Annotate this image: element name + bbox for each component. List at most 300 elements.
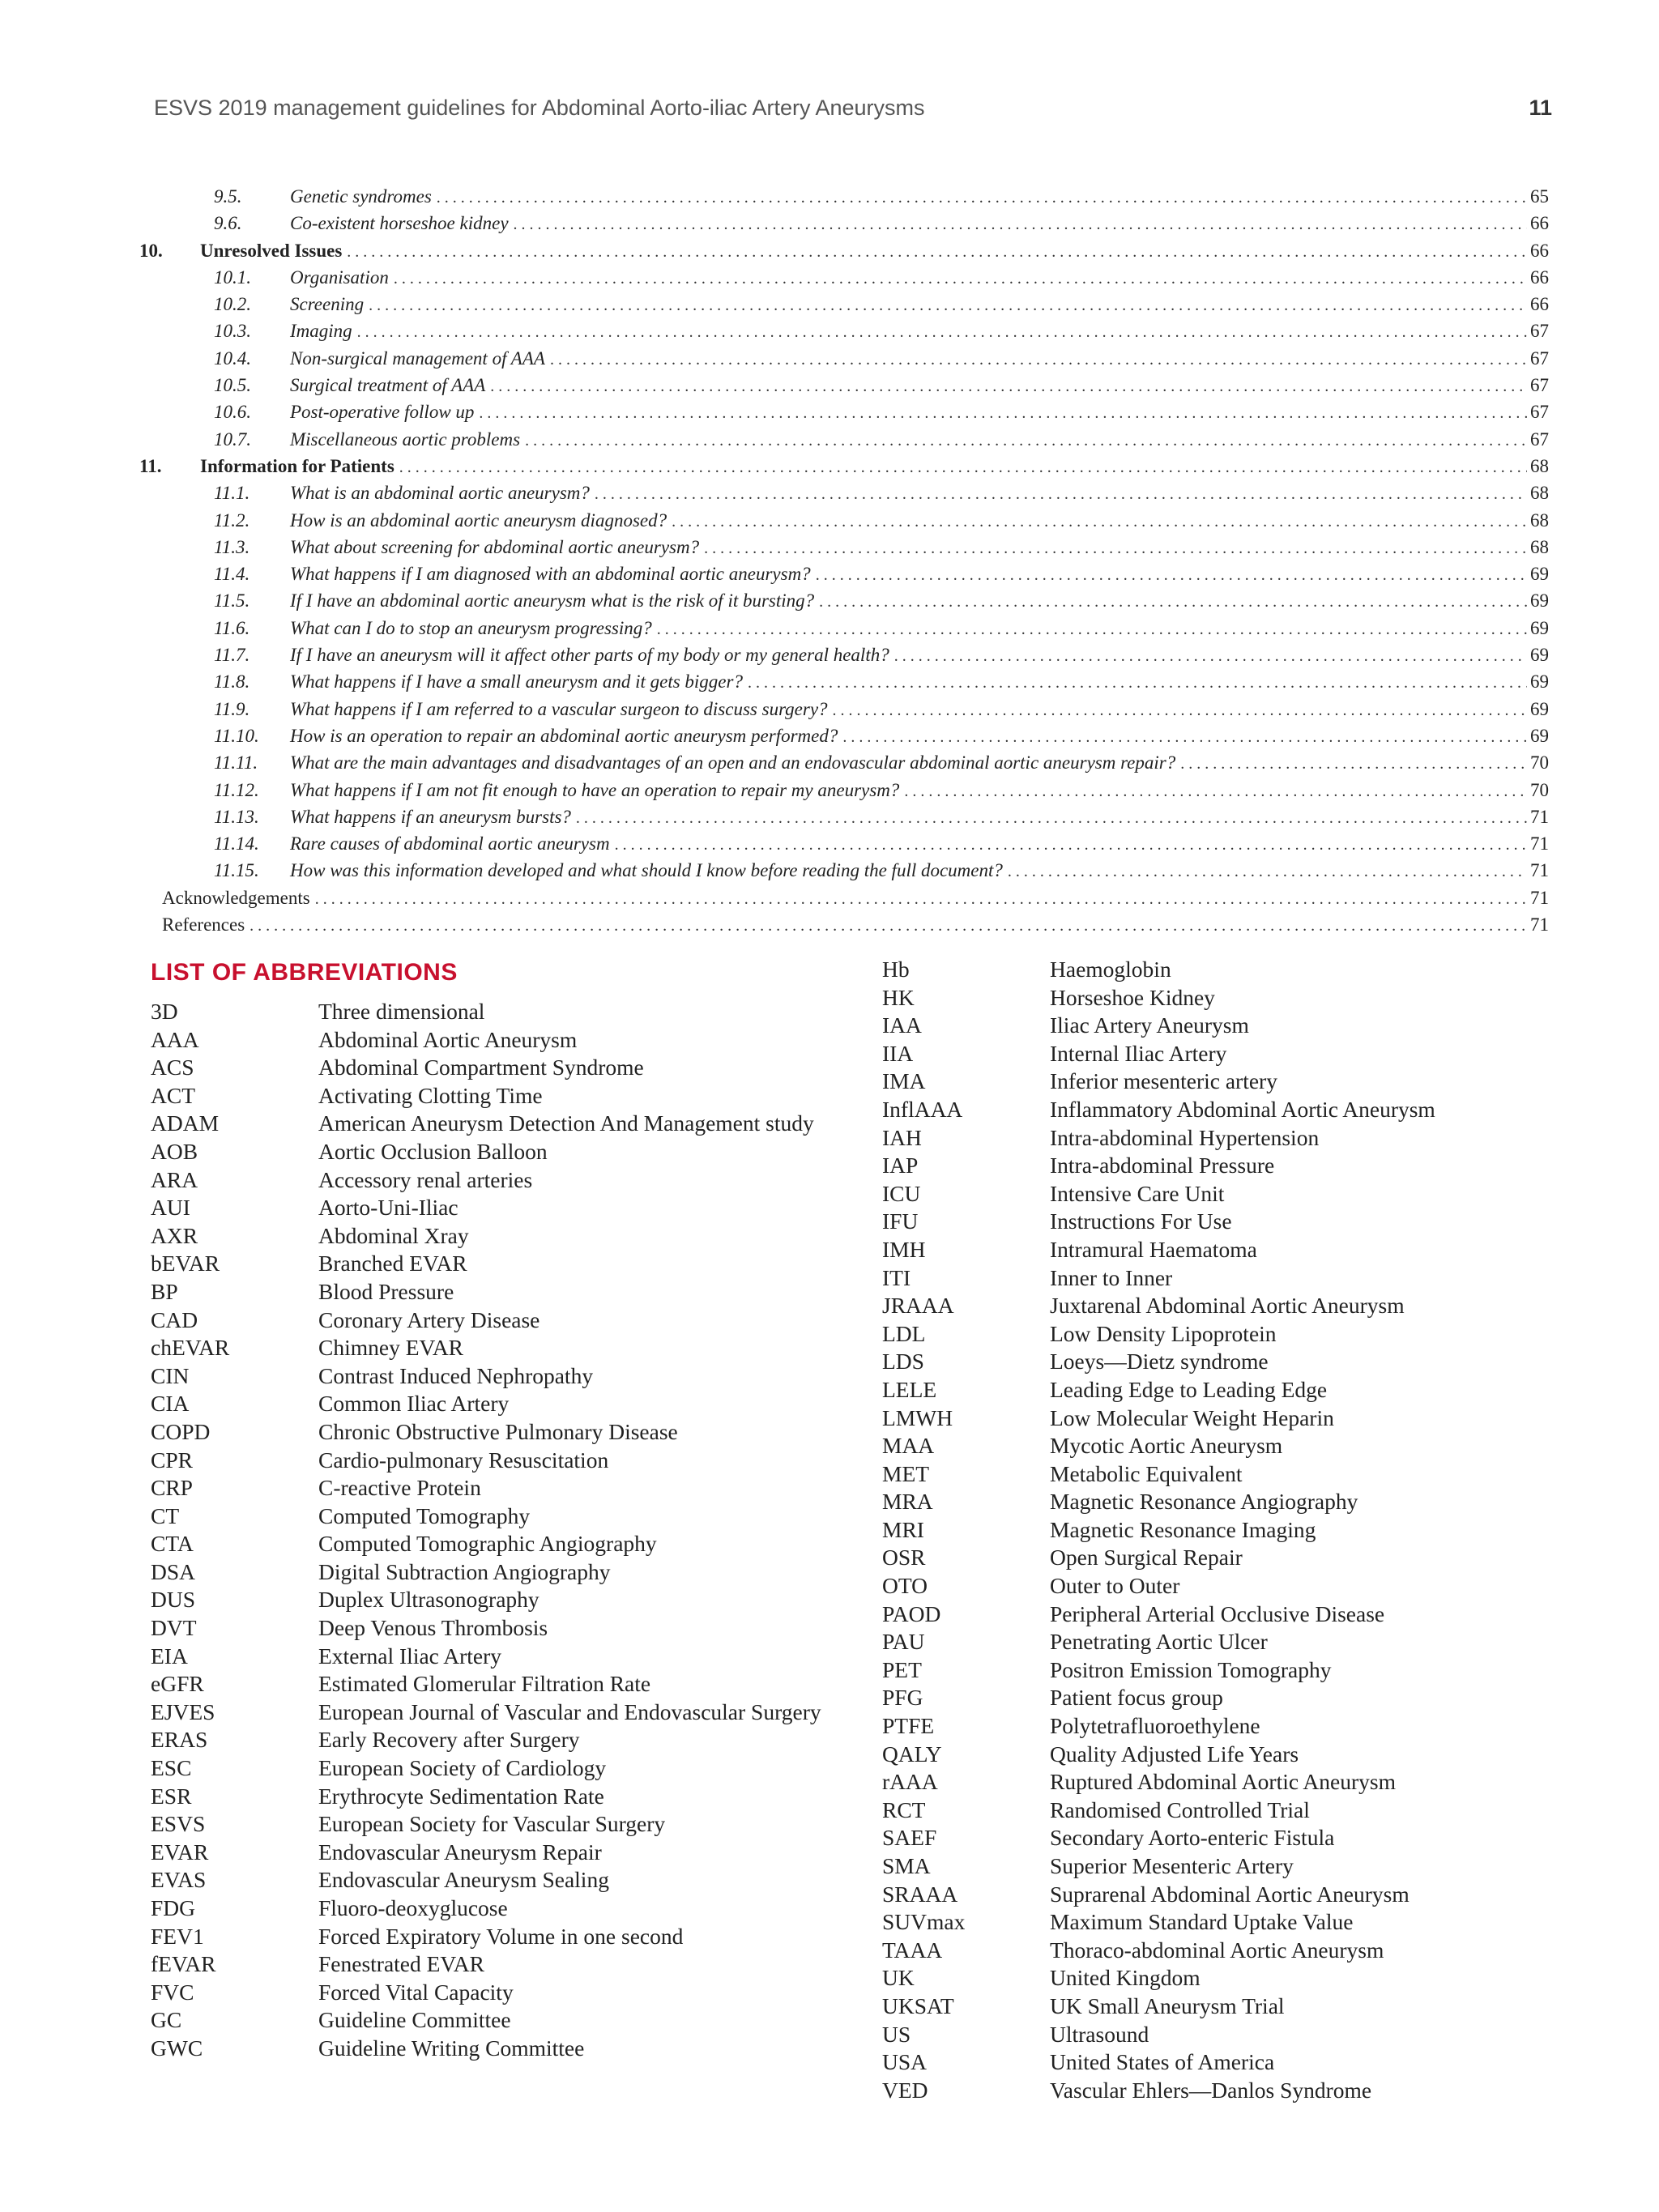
table-of-contents [139,186,1549,941]
toc-entry[interactable] [139,564,1549,590]
abbreviation-definition: Patient focus group [1050,1685,1223,1711]
toc-leader-dots [704,539,1527,558]
toc-entry[interactable] [139,833,1549,860]
toc-entry-page: 70 [1530,752,1549,774]
toc-entry[interactable] [139,321,1549,347]
abbreviation-row [882,1376,1571,1404]
abbreviation-row [882,1152,1571,1180]
abbreviations-right-column [882,956,1571,2104]
abbreviation-definition: Estimated Glomerular Filtration Rate [318,1671,651,1697]
abbreviation-definition: Vascular Ehlers—Danlos Syndrome [1050,2077,1372,2103]
abbreviation-definition: Inferior mesenteric artery [1050,1068,1277,1094]
page-header [154,96,1552,128]
abbreviation-term: IAA [882,1012,922,1038]
toc-leader-dots [904,782,1527,801]
toc-entry-title: What happens if an aneurysm bursts? [290,806,571,827]
abbreviation-term: JRAAA [882,1293,954,1319]
abbreviation-term: ESR [151,1783,192,1809]
toc-entry[interactable] [139,429,1549,456]
toc-entry-title: Imaging [290,321,352,342]
toc-entry-page: 69 [1530,698,1549,719]
abbreviation-definition: Intra-abdominal Pressure [1050,1153,1275,1178]
abbreviation-term: USA [882,2049,928,2075]
abbreviation-term: EJVES [151,1698,215,1724]
abbreviation-definition: United Kingdom [1050,1965,1201,1991]
abbreviation-term: PAU [882,1629,925,1655]
abbreviation-term: fEVAR [151,1951,216,1977]
abbreviation-row [151,1839,839,1867]
abbreviation-term: FDG [151,1895,196,1920]
abbreviation-term: DVT [151,1615,197,1641]
abbreviation-row [882,956,1571,984]
abbreviation-term: SUVmax [882,1909,966,1935]
abbreviation-term: SMA [882,1853,931,1878]
toc-leader-dots [249,917,1527,936]
abbreviation-row [882,1096,1571,1124]
toc-entry-title: How is an abdominal aortic aneurysm diagnosed? [290,509,667,531]
abbreviation-definition: Branched EVAR [318,1251,467,1276]
abbreviation-term: BP [151,1278,178,1304]
toc-entry-title: What happens if I have a small aneurysm and it gets bigger? [290,671,743,693]
abbreviation-term: AUI [151,1195,190,1221]
abbreviation-definition: Juxtarenal Abdominal Aortic Aneurysm [1050,1293,1405,1319]
abbreviation-term: UK [882,1965,915,1991]
abbreviation-row [151,1194,839,1222]
toc-leader-dots [525,432,1527,450]
toc-entry[interactable] [139,780,1549,807]
abbreviation-definition: Common Iliac Artery [318,1391,510,1417]
abbreviation-term: ACT [151,1082,195,1108]
toc-leader-dots [894,647,1527,666]
toc-leader-dots [842,728,1527,747]
toc-entry[interactable] [139,510,1549,537]
abbreviation-definition: Instructions For Use [1050,1208,1232,1234]
abbreviation-row [151,1110,839,1138]
abbreviation-definition: Guideline Committee [318,2007,511,2033]
abbreviation-definition: United States of America [1050,2049,1275,2075]
toc-leader-dots [748,674,1527,693]
abbreviation-row [882,1908,1571,1937]
toc-entry-number: 10.2. [214,294,251,315]
toc-entry-title: If I have an aneurysm will it affect other parts of my body or my general health? [290,645,889,666]
abbreviation-term: LDS [882,1349,924,1375]
abbreviation-row [151,1306,839,1335]
abbreviation-definition: Metabolic Equivalent [1050,1460,1243,1486]
abbreviation-row [151,1418,839,1447]
page-number: 11 [1529,96,1552,120]
abbreviation-row [882,2048,1571,2077]
toc-entry[interactable] [139,645,1549,671]
abbreviation-term: IMA [882,1068,926,1094]
toc-entry-title: Information for Patients [200,455,394,476]
abbreviation-row [151,1278,839,1306]
abbreviation-term: Hb [882,957,910,982]
abbreviation-row [151,1558,839,1587]
toc-entry[interactable] [139,618,1549,645]
toc-entry[interactable] [139,699,1549,726]
abbreviation-row [151,1614,839,1643]
toc-entry[interactable] [139,348,1549,375]
abbreviation-term: IMH [882,1236,926,1262]
abbreviation-row [882,1824,1571,1852]
abbreviation-row [151,1726,839,1754]
toc-entry-number: 10.5. [214,375,251,396]
abbreviation-row [151,1698,839,1727]
toc-entry[interactable] [139,213,1549,240]
toc-entry[interactable] [139,914,1549,941]
abbreviation-definition: Magnetic Resonance Angiography [1050,1489,1358,1515]
toc-leader-dots [399,458,1527,477]
toc-entry-title: How is an operation to repair an abdominal aortic aneurysm performed? [290,725,838,746]
toc-entry-number: 11.11. [214,752,258,774]
abbreviation-row [151,998,839,1026]
toc-entry-page: 69 [1530,564,1549,585]
abbreviation-definition: Positron Emission Tomography [1050,1656,1332,1682]
abbreviation-row [151,2035,839,2063]
toc-entry-title: What happens if I am referred to a vascular surgeon to discuss surgery? [290,698,828,719]
abbreviation-row [151,1586,839,1614]
abbreviation-definition: Erythrocyte Sedimentation Rate [318,1783,604,1809]
abbreviation-definition: Contrast Induced Nephropathy [318,1362,594,1388]
toc-entry-number: 11.9. [214,698,250,719]
toc-entry[interactable] [139,888,1549,914]
abbreviation-term: AXR [151,1222,198,1248]
abbreviation-definition: Low Density Lipoprotein [1050,1320,1277,1346]
toc-entry[interactable] [139,590,1549,617]
abbreviation-definition: Ruptured Abdominal Aortic Aneurysm [1050,1769,1396,1795]
abbreviation-row [882,1040,1571,1068]
abbreviation-term: TAAA [882,1937,943,1963]
abbreviation-term: ESVS [151,1811,206,1837]
abbreviation-row [882,1712,1571,1741]
toc-entry-page: 67 [1530,347,1549,369]
abbreviation-row [882,2021,1571,2049]
abbreviation-term: SAEF [882,1825,937,1851]
abbreviation-term: InflAAA [882,1096,963,1122]
toc-leader-dots [490,377,1527,396]
abbreviation-definition: Quality Adjusted Life Years [1050,1741,1299,1767]
abbreviation-row [151,1138,839,1166]
abbreviation-definition: Chimney EVAR [318,1335,464,1361]
abbreviation-row [151,1447,839,1475]
abbreviation-term: PET [882,1656,922,1682]
toc-entry-title: What happens if I am not fit enough to have an operation to repair my aneurysm? [290,779,900,800]
abbreviation-definition: Randomised Controlled Trial [1050,1796,1310,1822]
abbreviation-row [882,1432,1571,1460]
abbreviation-term: CT [151,1502,180,1528]
toc-entry-number: 10.1. [214,266,251,288]
toc-entry[interactable] [139,402,1549,428]
abbreviation-row [882,1488,1571,1516]
toc-entry-title: What can I do to stop an aneurysm progressing? [290,617,652,638]
abbreviation-row [882,1404,1571,1433]
abbreviation-row [151,1810,839,1839]
toc-entry[interactable] [139,726,1549,752]
abbreviation-definition: Digital Subtraction Angiography [318,1558,611,1584]
toc-entry[interactable] [139,752,1549,779]
toc-entry-page: 71 [1530,914,1549,936]
abbreviation-term: IAP [882,1153,919,1178]
abbreviation-definition: Thoraco-abdominal Aortic Aneurysm [1050,1937,1384,1963]
abbreviation-term: PFG [882,1685,923,1711]
abbreviation-definition: Abdominal Compartment Syndrome [318,1055,644,1080]
toc-leader-dots [672,513,1527,531]
abbreviation-row [882,1881,1571,1909]
toc-leader-dots [369,296,1527,315]
abbreviation-row [882,1460,1571,1489]
abbreviation-definition: Fluoro-deoxyglucose [318,1895,508,1920]
abbreviation-row [151,1474,839,1502]
abbreviation-row [882,1012,1571,1040]
abbreviation-term: ARA [151,1166,198,1192]
toc-entry-number: 11.15. [214,860,259,881]
abbreviation-term: ADAM [151,1110,220,1136]
abbreviation-definition: Guideline Writing Committee [318,2035,585,2061]
toc-entry[interactable] [139,537,1549,564]
toc-entry-title: If I have an abdominal aortic aneurysm what is the risk of it bursting? [290,590,815,612]
abbreviation-term: HK [882,984,915,1010]
abbreviation-row [882,1516,1571,1545]
toc-entry-number: 9.5. [214,186,242,207]
toc-entry-page: 66 [1530,266,1549,288]
abbreviation-row [882,1124,1571,1153]
toc-entry-title: Miscellaneous aortic problems [290,428,521,450]
abbreviation-term: AAA [151,1026,199,1052]
abbreviation-row [882,1348,1571,1376]
abbreviation-definition: Cardio-pulmonary Resuscitation [318,1447,609,1473]
toc-entry-title: Unresolved Issues [200,240,343,261]
toc-leader-dots [357,323,1527,342]
toc-leader-dots [833,701,1527,720]
abbreviation-row [882,1656,1571,1685]
abbreviation-term: CTA [151,1531,194,1557]
abbreviation-definition: Iliac Artery Aneurysm [1050,1012,1249,1038]
toc-entry-page: 71 [1530,806,1549,827]
abbreviation-definition: Mycotic Aortic Aneurysm [1050,1433,1283,1459]
toc-entry-page: 67 [1530,428,1549,450]
toc-entry-page: 69 [1530,671,1549,693]
abbreviation-row [882,1600,1571,1629]
toc-entry-title: How was this information developed and what should I know before reading the full document? [290,860,1003,881]
toc-entry[interactable] [139,186,1549,213]
abbreviation-row [882,1964,1571,1993]
abbreviation-definition: Magnetic Resonance Imaging [1050,1516,1316,1542]
abbreviation-row [882,1544,1571,1572]
abbreviation-term: LELE [882,1376,937,1402]
abbreviation-term: rAAA [882,1769,938,1795]
toc-entry-number: 10.3. [214,321,251,342]
abbreviation-row [151,1979,839,2007]
abbreviation-term: ITI [882,1264,911,1290]
abbreviation-definition: Suprarenal Abdominal Aortic Aneurysm [1050,1881,1410,1907]
abbreviation-row [151,1166,839,1195]
abbreviation-definition: Haemoglobin [1050,957,1171,982]
abbreviation-definition: Horseshoe Kidney [1050,984,1215,1010]
toc-entry-title: What happens if I am diagnosed with an abdominal aortic aneurysm? [290,564,811,585]
abbreviation-definition: Abdominal Aortic Aneurysm [318,1026,578,1052]
toc-entry-page: 69 [1530,617,1549,638]
toc-leader-dots [479,404,1527,423]
toc-entry-number: 11.2. [214,509,250,531]
toc-leader-dots [437,189,1527,207]
abbreviation-term: MRA [882,1489,933,1515]
toc-entry-page: 71 [1530,833,1549,855]
abbreviation-term: chEVAR [151,1335,230,1361]
abbreviation-row [882,1208,1571,1236]
toc-entry-page: 68 [1530,455,1549,476]
abbreviation-term: eGFR [151,1671,204,1697]
toc-entry[interactable] [139,483,1549,509]
toc-leader-dots [1180,755,1527,774]
abbreviation-term: MRI [882,1516,924,1542]
toc-entry-number: 11.6. [214,617,250,638]
abbreviation-definition: European Society of Cardiology [318,1755,607,1781]
toc-entry-number: 11. [139,455,162,476]
abbreviation-row [882,1768,1571,1796]
toc-entry-page: 65 [1530,186,1549,207]
abbreviation-term: COPD [151,1418,211,1444]
abbreviation-row [151,1923,839,1951]
toc-entry-title: Non-surgical management of AAA [290,347,545,369]
abbreviation-term: OSR [882,1545,926,1571]
toc-entry-page: 71 [1530,860,1549,881]
abbreviation-term: PTFE [882,1713,935,1739]
abbreviation-definition: Duplex Ultrasonography [318,1587,539,1613]
toc-leader-dots [615,836,1527,855]
abbreviation-row [151,1222,839,1251]
toc-entry[interactable] [139,860,1549,887]
abbreviation-definition: European Society for Vascular Surgery [318,1811,666,1837]
abbreviation-row [151,1950,839,1979]
abbreviation-row [151,1894,839,1923]
abbreviation-definition: Inner to Inner [1050,1264,1173,1290]
abbreviation-row [882,1993,1571,2021]
abbreviation-row [882,1741,1571,1769]
toc-leader-dots [550,351,1527,369]
abbreviation-definition: Secondary Aorto-enteric Fistula [1050,1825,1335,1851]
toc-leader-dots [595,485,1527,504]
abbreviation-definition: Abdominal Xray [318,1222,469,1248]
abbreviation-term: DSA [151,1558,196,1584]
abbreviation-definition: Internal Iliac Artery [1050,1040,1227,1066]
toc-entry-number: 11.3. [214,536,250,557]
abbreviation-definition: Endovascular Aneurysm Repair [318,1839,602,1865]
abbreviation-row [151,1530,839,1558]
abbreviation-definition: Coronary Artery Disease [318,1306,540,1332]
running-title: ESVS 2019 management guidelines for Abdominal Aorto-iliac Artery Aneurysms [154,96,925,120]
abbreviation-row [882,1292,1571,1320]
toc-entry-number: 11.12. [214,779,259,800]
toc-entry-number: 10.6. [214,402,251,423]
toc-entry-page: 66 [1530,213,1549,234]
toc-entry-title: Post-operative follow up [290,402,475,423]
abbreviation-term: UKSAT [882,1993,954,2018]
abbreviation-definition: Deep Venous Thrombosis [318,1615,548,1641]
abbreviation-row [882,1852,1571,1881]
abbreviation-term: 3D [151,999,178,1024]
abbreviation-term: ICU [882,1180,921,1206]
abbreviation-row [151,1362,839,1391]
abbreviation-term: RCT [882,1796,926,1822]
abbreviation-term: bEVAR [151,1251,220,1276]
toc-entry-page: 67 [1530,402,1549,423]
toc-leader-dots [347,243,1527,262]
abbreviation-definition: C-reactive Protein [318,1475,481,1501]
abbreviation-term: GC [151,2007,182,2033]
abbreviation-row [151,1082,839,1110]
abbreviations-left-column [151,998,839,2063]
abbreviation-term: SRAAA [882,1881,958,1907]
abbreviation-row [882,1572,1571,1600]
abbreviation-definition: Loeys—Dietz syndrome [1050,1349,1269,1375]
abbreviation-term: CAD [151,1306,198,1332]
abbreviation-definition: Activating Clotting Time [318,1082,543,1108]
abbreviation-definition: Endovascular Aneurysm Sealing [318,1867,609,1893]
abbreviation-row [882,1320,1571,1349]
abbreviation-definition: Aortic Occlusion Balloon [318,1138,548,1164]
abbreviation-term: FEV1 [151,1923,204,1949]
toc-entry-number: 11.13. [214,806,259,827]
abbreviation-definition: Aorto-Uni-Iliac [318,1195,458,1221]
abbreviation-definition: European Journal of Vascular and Endovascular Surgery [318,1698,821,1724]
abbreviation-definition: Low Molecular Weight Heparin [1050,1404,1334,1430]
abbreviation-definition: Maximum Standard Uptake Value [1050,1909,1354,1935]
toc-entry-number: 10.4. [214,347,251,369]
toc-entry-title: Rare causes of abdominal aortic aneurysm [290,833,610,855]
abbreviation-definition: Three dimensional [318,999,485,1024]
abbreviation-term: MAA [882,1433,935,1459]
abbreviation-row [151,1026,839,1055]
toc-entry[interactable] [139,241,1549,267]
abbreviation-term: EVAR [151,1839,209,1865]
toc-entry-page: 71 [1530,887,1549,908]
abbreviation-definition: Intramural Haematoma [1050,1236,1257,1262]
abbreviation-term: IAH [882,1124,922,1150]
toc-entry-title: Surgical treatment of AAA [290,375,486,396]
toc-entry-title: Acknowledgements [162,887,310,908]
abbreviation-term: VED [882,2077,928,2103]
toc-entry[interactable] [139,375,1549,402]
toc-entry-page: 69 [1530,725,1549,746]
abbreviation-term: PAOD [882,1600,941,1626]
abbreviation-definition: Fenestrated EVAR [318,1951,484,1977]
toc-leader-dots [816,566,1527,585]
abbreviation-definition: Computed Tomography [318,1502,531,1528]
toc-entry[interactable] [139,456,1549,483]
abbreviation-row [882,2077,1571,2105]
toc-entry-number: 10.7. [214,428,251,450]
abbreviation-definition: Accessory renal arteries [318,1166,533,1192]
abbreviation-definition: Inflammatory Abdominal Aortic Aneurysm [1050,1096,1435,1122]
toc-entry-page: 69 [1530,645,1549,666]
abbreviation-row [151,1390,839,1418]
abbreviation-row [882,984,1571,1012]
toc-entry-page: 70 [1530,779,1549,800]
toc-entry[interactable] [139,807,1549,833]
abbreviation-row [151,1250,839,1278]
toc-entry-number: 11.1. [214,483,250,504]
abbreviation-definition: UK Small Aneurysm Trial [1050,1993,1285,2018]
abbreviation-definition: Open Surgical Repair [1050,1545,1243,1571]
toc-entry[interactable] [139,671,1549,698]
toc-entry-title: Organisation [290,266,389,288]
toc-entry[interactable] [139,294,1549,321]
abbreviation-definition: Computed Tomographic Angiography [318,1531,657,1557]
toc-entry[interactable] [139,267,1549,294]
abbreviation-term: CIN [151,1362,190,1388]
toc-entry-page: 68 [1530,483,1549,504]
abbreviation-row [882,1264,1571,1293]
